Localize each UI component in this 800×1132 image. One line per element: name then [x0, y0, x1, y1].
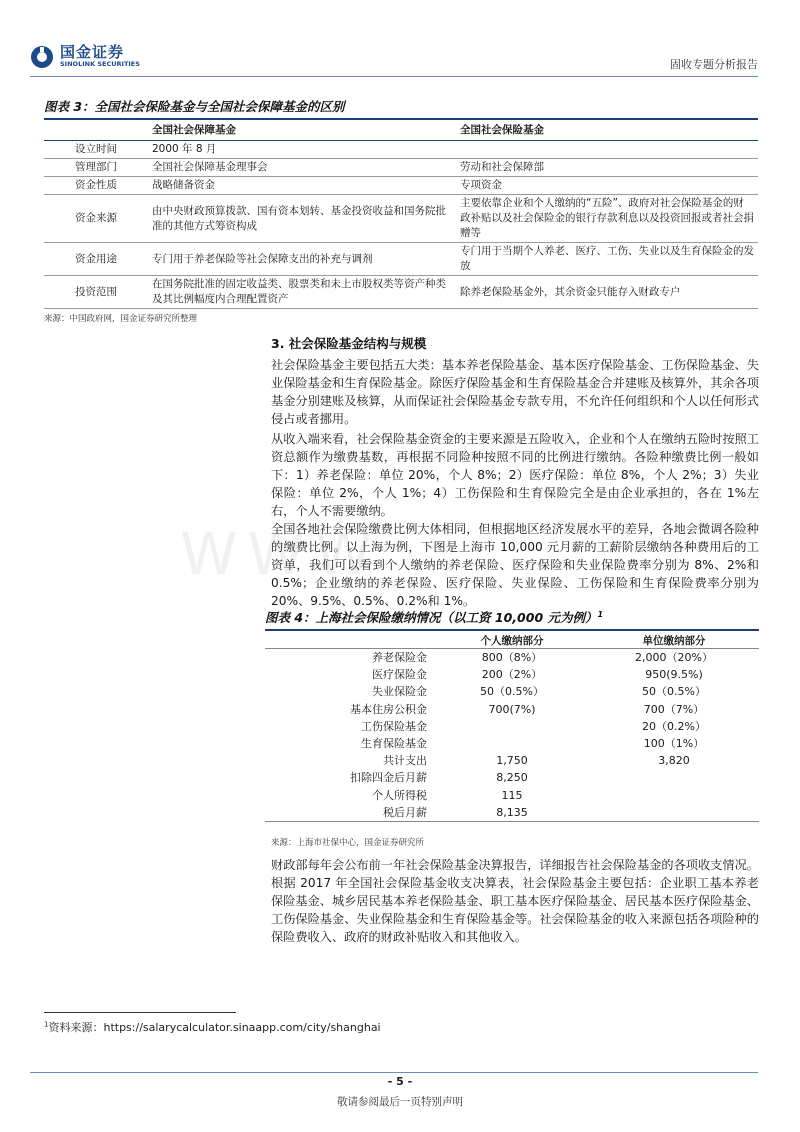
table4-employer-value: 950(9.5%): [645, 668, 703, 682]
footnote: [44, 1019, 381, 1035]
table4-employer-value: 2,000（20%）: [635, 651, 713, 665]
table3-header-blank: [44, 120, 148, 141]
company-logo: [30, 44, 140, 69]
table3-row-label: 投资范围: [44, 276, 148, 309]
table3-header-social-insurance-fund: 全国社会保险基金: [456, 120, 758, 141]
table4-personal-value: 1,750: [496, 754, 528, 768]
table4-row-label: 失业保险金: [372, 685, 427, 699]
table-row: [265, 735, 759, 752]
logo-chinese-name: 国金证券: [60, 43, 125, 61]
table3-row-label: 资金性质: [44, 177, 148, 195]
table-row: [44, 159, 758, 177]
table3-header-social-security-fund: 全国社会保障基金: [148, 120, 456, 141]
table4-row-label: 税后月薪: [265, 804, 435, 822]
table3-cell: 劳动和社会保障部: [456, 159, 758, 177]
paragraph-2: 从收入端来看，社会保险基金资金的主要来源是五险收入，企业和个人在缴纳五险时按照工资总额作为缴费基数，再根据不同险种按照不同的比例进行缴纳。各险种缴费比例一般如下：1）养老保险：单位 20%，个人 8%；2）医疗保险：单位 8%，个人 2%；3）失业保险：单位 2%，个人 1%；4）工伤保险和生育保险完全是由企业承担的，各在 1%左右，个人不需要缴纳。: [271, 432, 759, 518]
footnote-text[interactable]: 资料来源：https://salarycalculator.sinaapp.com/city/shanghai: [48, 1021, 381, 1034]
table-row: [44, 177, 758, 195]
paragraph-3: 全国各地社会保险缴费比例大体相同，但根据地区经济发展水平的差异，各地会微调各险种的缴费比例。以上海为例，下图是上海市 10,000 元月薪的工薪阶层缴纳各种费用后的工资单，我们可以看到个人缴纳的养老保险、医疗保险和失业保险费率分别为 8%、2%和 0.5%；企业缴纳的养老保险、医疗保险、失业保险、工伤保险和生育保险费率分别为 20%、9.5%、0.5%、0.2%和 1%。: [271, 522, 759, 608]
table4-employer-value: [589, 769, 759, 786]
table-row: [265, 804, 759, 822]
table4-row-label: 基本住房公积金: [350, 702, 427, 716]
table4-employer-value: 3,820: [658, 754, 690, 768]
table-row: [265, 649, 759, 667]
table3-cell: 专门用于养老保险等社会保障支出的补充与调剂: [148, 243, 456, 276]
table4-personal-value: 700(7%): [488, 702, 536, 716]
table3-cell: 战略储备资金: [148, 177, 456, 195]
table4-caption: [265, 608, 759, 631]
table4-personal-value: 200（2%）: [481, 668, 543, 682]
table4-row-label: 养老保险金: [372, 651, 427, 665]
paragraph-1: 社会保险基金主要包括五大类：基本养老保险基金、基本医疗保险基金、工伤保险基金、失业保险基金和生育保险基金。除医疗保险基金和生育保险基金合并建账及核算外，其余各项基金分别建账及核算，从而保证社会保险基金专款专用，不允许任何组织和个人以任何形式侵占或者挪用。: [271, 358, 759, 426]
table-row: [44, 243, 758, 276]
table3-caption: 图表 3：全国社会保险基金与全国社会保障基金的区别: [44, 97, 758, 120]
table-row: [44, 195, 758, 243]
table3-cell: 在国务院批准的固定收益类、股票类和未上市股权类等资产种类及其比例幅度内合理配置资产: [148, 276, 456, 309]
table4-caption-text: 图表 4：上海社会保险缴纳情况（以工资 10,000 元为例）: [265, 610, 598, 625]
table3-comparison: [44, 120, 758, 309]
table3-row-label: 资金来源: [44, 195, 148, 243]
table4-source: 来源：上海市社保中心，国金证券研究所: [271, 838, 425, 848]
table4-employer-value: [589, 787, 759, 804]
table4-header-blank: [265, 632, 435, 649]
table4-employer-value: 100（1%）: [643, 737, 705, 751]
table3-cell: 专项资金: [456, 177, 758, 195]
footer-divider: [30, 1072, 758, 1073]
table-row: [265, 701, 759, 718]
table3-row-label: 资金用途: [44, 243, 148, 276]
table4-row-label: 生育保险基金: [361, 737, 427, 751]
footnote-ref[interactable]: 1: [597, 609, 604, 619]
table4-employer-value: 50（0.5%）: [642, 685, 706, 699]
table4-row-label: 医疗保险金: [372, 668, 427, 682]
table-row: [265, 752, 759, 769]
table3-cell: 全国社会保障基金理事会: [148, 159, 456, 177]
table3-row-label: 设立时间: [44, 141, 148, 159]
table-row: [44, 276, 758, 309]
table3-cell: 除养老保险基金外，其余资金只能存入财政专户: [456, 276, 758, 309]
table4-shanghai-contributions: [265, 632, 759, 822]
table-row: [265, 683, 759, 700]
table3-cell: 2000 年 8 月: [148, 141, 456, 159]
report-type: 固收专题分析报告: [670, 58, 758, 71]
table4-employer-value: [589, 804, 759, 822]
table3-cell: [456, 141, 758, 159]
table3-cell: 专门用于当期个人养老、医疗、工伤、失业以及生育保险金的发放: [456, 243, 758, 276]
footnote-divider: [44, 1012, 236, 1013]
table4-row-label: 个人所得税: [372, 788, 427, 802]
table-row: [265, 666, 759, 683]
table4-header-personal: 个人缴纳部分: [435, 632, 589, 649]
table-row: [265, 718, 759, 735]
table4-employer-value: 700（7%）: [643, 702, 705, 716]
disclaimer-note: 敬请参阅最后一页特别声明: [337, 1096, 463, 1108]
header-divider: [30, 76, 758, 77]
table4-employer-value: 20（0.2%）: [642, 719, 706, 733]
watermark: WWW: [180, 520, 383, 588]
table4-personal-value: 115: [501, 788, 523, 802]
paragraph-4: 财政部每年会公布前一年社会保险基金决算报告，详细报告社会保险基金的各项收支情况。根据 2017 年全国社会保险基金收支决算表，社会保险基金主要包括：企业职工基本养老保险基金、城乡居民基本养老保险基金、职工基本医疗保险基金、居民基本医疗保险基金、工伤保险基金、失业保险基金和生育保险基金等。社会保险基金的收入来源包括各项险种的保险费收入、政府的财政补贴收入和其他收入。: [271, 858, 759, 944]
table4-row-label: 共计支出: [383, 754, 427, 768]
table4-personal-value: [435, 718, 589, 735]
table4-personal-value: 800（8%）: [481, 651, 543, 665]
table3-row-label: 管理部门: [44, 159, 148, 177]
table4-personal-value: 50（0.5%）: [480, 685, 544, 699]
sinolink-logo-icon: [30, 45, 54, 69]
table4-header-employer: 单位缴纳部分: [589, 632, 759, 649]
table4-row-label: 工伤保险基金: [361, 719, 427, 733]
table3-cell: 由中央财政预算拨款、国有资本划转、基金投资收益和国务院批准的其他方式筹资构成: [148, 195, 456, 243]
table-row: [44, 141, 758, 159]
table4-personal-value: 8,250: [496, 771, 528, 785]
table3-source: 来源：中国政府网，国金证券研究所整理: [44, 314, 198, 324]
section-title: 3. 社会保险基金结构与规模: [271, 336, 427, 351]
table-row: [265, 787, 759, 804]
table4-personal-value: 8,135: [435, 804, 589, 822]
table4-personal-value: [435, 735, 589, 752]
page-number: - 5 -: [387, 1075, 413, 1088]
footnote-number: 1: [44, 1020, 49, 1029]
table4-row-label: 扣除四金后月薪: [350, 771, 427, 785]
logo-english-name: SINOLINK SECURITIES: [60, 60, 140, 68]
table3-cell: 主要依靠企业和个人缴纳的“五险”、政府对社会保险基金的财政补贴以及社会保险金的银行存款利息以及投资回报或者社会捐赠等: [456, 195, 758, 243]
table-row: [265, 769, 759, 786]
